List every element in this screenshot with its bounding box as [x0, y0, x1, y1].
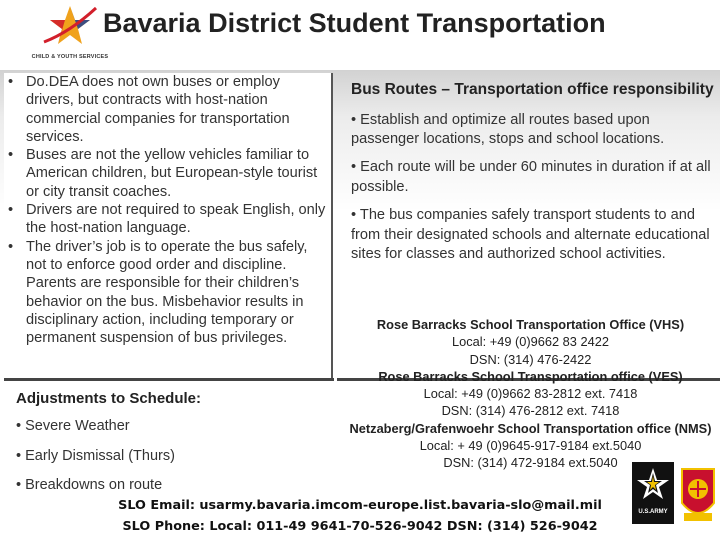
nms-dsn-phone: DSN: (314) 472-9184 ext.5040 — [443, 455, 618, 471]
army-label: U.S.ARMY — [638, 509, 668, 515]
divider — [4, 378, 334, 381]
list-item: • Buses are not the yellow vehicles familiar to American children, but European-style tourist or city transit coaches. — [8, 147, 318, 200]
nms-office-title: Netzaberg/Grafenwoehr School Transportation office (NMS) — [349, 420, 712, 436]
list-item: • Early Dismissal (Thurs) — [16, 447, 175, 464]
list-item: • Each route will be under 60 minutes in duration if at all possible. — [351, 159, 711, 195]
list-item: • Do.DEA does not own buses or employ drivers, but contracts with host-nation commercial companies for transportation services. — [8, 74, 290, 145]
vhs-local-phone: Local: +49 (0)9662 83 2422 — [452, 334, 609, 350]
bus-routes-heading: Bus Routes – Transportation office responsibility — [351, 81, 714, 98]
list-item: • Breakdowns on route — [16, 477, 163, 493]
adjustments-heading: Adjustments to Schedule: — [16, 390, 202, 407]
list-item: • Drivers are not required to speak English, only the host-nation language. — [8, 202, 326, 237]
vhs-office-title: Rose Barracks School Transportation Office (VHS) — [376, 317, 685, 332]
ves-dsn-phone: DSN: (314) 476-2812 ext. 7418 — [441, 403, 620, 419]
ves-local-phone: Local: +49 (0)9662 83-2812 ext. 7418 — [423, 386, 638, 402]
slo-phone: SLO Phone: Local: 011-49 9641-70-526-9042 DSN: (314) 526-9042 — [122, 519, 598, 534]
left-bullet-list — [4, 73, 331, 347]
header — [0, 0, 720, 70]
list-item: • Severe Weather — [16, 418, 130, 434]
list-item: • The driver’s job is to operate the bus safely, not to enforce good order and discipline. Parents are responsible for their children’s behavior on the bus. Misbehavior results in disciplinary action, including temporary or permanent suspension of bus privileges. — [8, 238, 308, 347]
list-item: • The bus companies safely transport students to and from their designated schools and alternate educational sites for classes and authorized school activities. — [351, 207, 710, 262]
logo-text: CHILD & YOUTH SERVICES — [31, 54, 109, 60]
star-swoosh-icon — [40, 2, 100, 52]
adjustments-list — [16, 418, 175, 507]
contacts-panel — [343, 316, 718, 472]
left-info-panel — [4, 73, 333, 379]
list-item: • Establish and optimize all routes based upon passenger locations, stops and school locations. — [351, 111, 665, 147]
slo-footer — [0, 495, 720, 537]
nms-local-phone: Local: + 49 (0)9645-917-9184 ext.5040 — [419, 438, 642, 454]
page-title: Bavaria District Student Transportation — [103, 8, 606, 38]
slo-email: SLO Email: usarmy.bavaria.imcom-europe.list.bavaria-slo@mail.mil — [118, 498, 602, 513]
vhs-dsn-phone: DSN: (314) 476-2422 — [469, 351, 592, 367]
ves-office-title: Rose Barracks School Transportation office (VES) — [378, 368, 683, 384]
bus-routes-panel — [351, 80, 717, 273]
